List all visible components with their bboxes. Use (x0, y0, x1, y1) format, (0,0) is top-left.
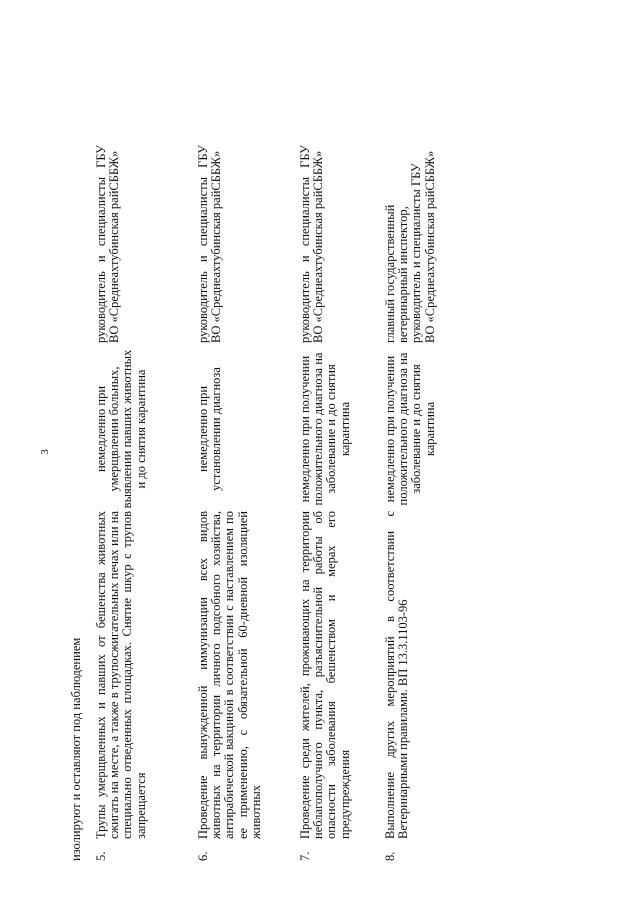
row-number: 6. (196, 851, 210, 861)
row-number: 7. (298, 851, 312, 861)
responsible-text: руководитель и специалисты ГБУ ВО «Среднеахтубинская райСББЖ» (94, 145, 122, 343)
term-text: немедленно при умерщвлении больных, выявлении павших животных и до снятия карантина (94, 349, 148, 509)
measure-text: Проведение вынужденной иммунизации всех видов животных на территории личного подсобного хозяйства, антирабической вакциной в соответствии с наставлением по ее применению, с обязательной 60-дневной изоляцией животных (196, 511, 263, 839)
measure-text: Трупы умерщвленных и павших от бешенства животных сжигать на месте, а также в трупосжигательных печах или на специально отведенных площадках. Снятие шкур с трупов запрещается (94, 511, 148, 839)
row-number: 8. (383, 851, 397, 861)
term-text: немедленно при получении положительного диагноза на заболевание и до снятия карантина (298, 352, 352, 506)
measures-table (69, 41, 460, 861)
responsible-text: руководитель и специалисты ГБУ ВО «Среднеахтубинская райСББЖ» (196, 145, 224, 343)
measure-text: Проведение среди жителей, проживающих на территории неблагополучного пункта, разъяснительной работы об опасности заболевания бешенством и мерах его предупреждения (298, 511, 352, 839)
continuation-text: изолируют и оставляют под наблюдением (69, 637, 83, 861)
measure-text: Выполнение других мероприятий в соответствии с Ветеринарными правилами. ВП 13.3.1103-96 (383, 511, 411, 839)
page-number: 3 (39, 449, 51, 455)
term-text: немедленно при установлении диагноза (196, 367, 224, 491)
term-text: немедленно при получении положительного диагноза на заболевание и до снятия карантина (383, 352, 437, 506)
row-number: 5. (94, 851, 108, 861)
responsible-text: главный государственный ветеринарный инспектор, руководитель и специалисты ГБУ ВО «Среднеахтубинская райСББЖ» (383, 150, 437, 343)
responsible-text: руководитель и специалисты ГБУ ВО «Среднеахтубинская райСББЖ» (298, 145, 326, 343)
